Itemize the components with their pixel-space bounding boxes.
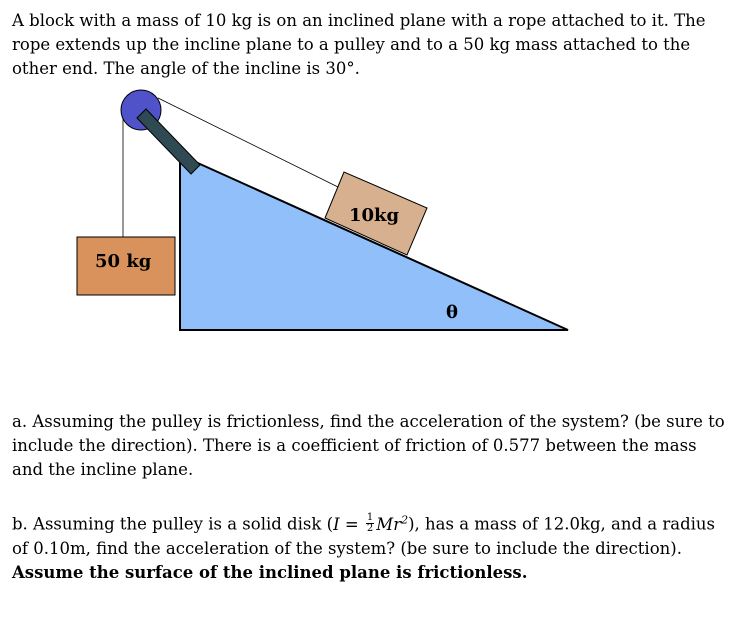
question-part-b <box>12 508 728 585</box>
incline-block-label: 10kg <box>349 205 400 226</box>
formula-mass-var: M <box>376 514 394 534</box>
part-b-start: b. Assuming the pulley is a solid disk ( <box>12 514 334 534</box>
inclined-plane <box>180 155 568 330</box>
part-b-rest: ), has a mass of 12.0kg, and a radius of 0.10m, find the acceleration of the system? (be sure to include the direction). <box>12 514 716 558</box>
part-b-emphasis: Assume the surface of the inclined plane is frictionless. <box>12 562 528 582</box>
formula-equals: = <box>339 514 364 534</box>
hanging-mass-label: 50 kg <box>95 251 152 272</box>
formula-fraction <box>366 513 374 534</box>
fraction-denominator: 2 <box>366 522 374 534</box>
problem-intro: A block with a mass of 10 kg is on an inclined plane with a rope attached to it. The rope extends up the incline plane to a pulley and to a 50 kg mass attached to the other end. The angle of the incline is 30°. <box>12 11 706 78</box>
moment-of-inertia-formula <box>333 511 409 534</box>
pulley-bracket <box>137 109 200 174</box>
question-part-a: a. Assuming the pulley is frictionless, find the acceleration of the system? (be sure to include the direction). There is a coefficient of friction of 0.577 between the mass and the incline plane. <box>12 412 725 479</box>
formula-lhs: I <box>333 514 340 534</box>
fraction-numerator: 1 <box>366 511 374 523</box>
angle-label: θ <box>446 302 459 323</box>
formula-exponent: 2 <box>401 513 409 526</box>
formula-radius-var: r <box>393 514 402 534</box>
